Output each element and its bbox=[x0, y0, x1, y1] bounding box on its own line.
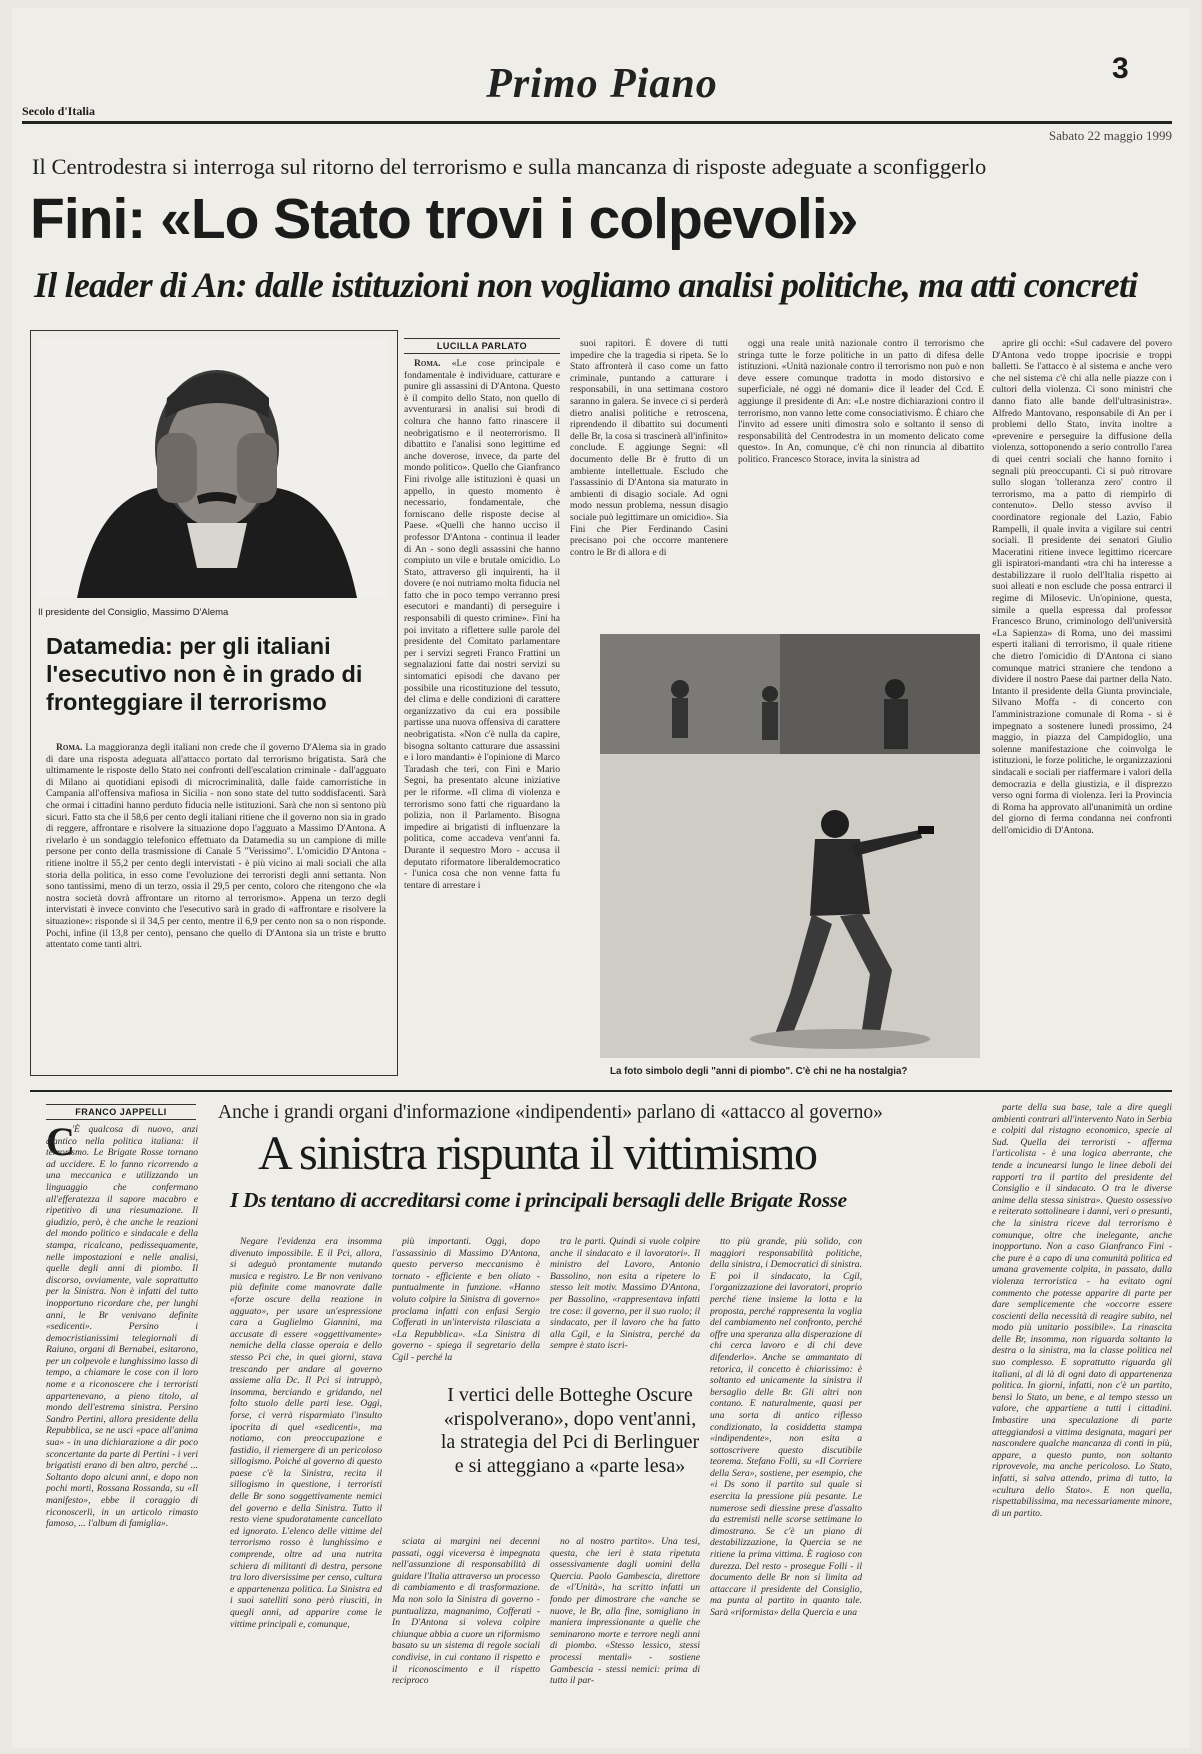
newspaper-page bbox=[12, 8, 1190, 1748]
main-column-3-text: oggi una reale unità nazionale contro il terrorismo che stringa tutte le forze politiche in un patto di difesa delle istituzioni. «Unità nazionale contro il terrorismo non può e non deve essere comunque tradotta in modo distorsivo e superficiale, né oggi né domani» dice il leader del Ccd. E aggiunge il presidente di An: «Le nostre dichiarazioni contro il terrorismo, non vanno lette come consociativismo. È chiaro che l'invito ad essere uniti dimostra solo e soltanto il senso di responsabilità del Centrodestra in un momento delicato come questo». In An, comunque, c'è chi non rinuncia al dibattito politico. Francesco Storace, invita la sinistra ad bbox=[738, 338, 984, 465]
dalema-portrait bbox=[37, 338, 389, 598]
second-column-5 bbox=[992, 1102, 1172, 1744]
main-column-4-text: aprire gli occhi: «Sul cadavere del povero D'Antona vedo troppe ipocrisie e troppi balletti. Se l'attacco è al sistema e anche vero che nel sistema c'è chi alla nelle piazze con i cultori della violenza. Ci sono ministri che danno fiato alle bande dell'ultrasinistra». Alfredo Mantovano, responsabile di An per i problemi dello Stato, invita inoltre a «prevenire e perseguire la diffusione della violenza, sottoponendo a serio controllo l'area di quei centri sociali che hanno fornito i segnali più preoccupanti. Ci si può ritrovare sullo slogan 'tolleranza zero' contro il terrorismo, ma a patto di riempirlo di contenuto». Dello stesso avviso il coordinatore regionale del Lazio, Fabio Rampelli, il quale invita a vigilare sui centri sociali. Il presidente dei senatori Giulio Maceratini ritiene invece legittimo ricercare gli ispiratori-mandanti «tra chi ha interesse a destabilizzare il ruolo dell'Italia rispetto ai suoi alleati e non esclude che possa entrarci il regime di Milosevic. Un'opinione, questa, simile a quella espressa dal professor Francesco Bruno, criminologo dell'università «La Sapienza» di Roma, uno dei massimi esperti italiani di terrorismo, il quale ritiene che dietro l'omicidio di D'Antona ci siano comunque matrici straniere che tendono a dividere il nostro Paese dai partner della Nato. Intanto il presidente della Giunta provinciale, Silvano Moffa - di concerto con l'amministrazione comunale di Roma - si è impegnato a sostenere lunedì prossimo, 24 maggio, in piazza del Campidoglio, una solenne manifestazione che coinvolga le istituzioni, le forze politiche, le organizzazioni sindacali e sociali per riaffermare i valori della democrazia e della giustizia, e il disprezzo verso ogni forma di violenza. Ieri la Provincia di Roma ha approvato all'unanimità un ordine del giorno di ferma condanna nei confronti dell'omicidio di D'Antona. bbox=[992, 338, 1172, 836]
second-lower-column-1 bbox=[392, 1536, 540, 1744]
second-lower-column-2 bbox=[550, 1536, 700, 1744]
photo-caption-piombo: La foto simbolo degli "anni di piombo". C'è chi ne ha nostalgia? bbox=[610, 1066, 908, 1077]
second-subheadline: I Ds tentano di accreditarsi come i principali bersagli delle Brigate Rosse bbox=[230, 1188, 847, 1212]
sidebar-body-text: La maggioranza degli italiani non crede che il governo D'Alema sia in grado di dare una risposta adeguata all'attacco portato dal terrorismo brigatista. Sarà che ultimamente le risposte dello Stato nei confronti dell'escalation criminale - dall'agguato di Milano ai quotidiani episodi di microcriminalità, dalle faide camorristiche in Campania all'offensiva mafiosa in Sicilia - non sono state del tutto soddisfacenti. Sarà che ormai i cittadini hanno perduto fiducia nelle istituzioni. Sarà che non si sentono più sicuri. Fatto sta che il 58,6 per cento degli italiani ritiene che il governo non sia in grado di reggere, affrontare e risolvere la situazione dopo l'agguato a Massimo D'Antona. A rivelarlo è un sondaggio telefonico effettuato da Datamedia su un campione di mille persone per conto della trasmissione di Canale 5 "Verissimo". L'omicidio D'Antona - ritiene inoltre il 55,2 per cento degli intervistati - è più vicino ai mali sociali che alla storia della politica, in esso come l'evoluzione dei terroristi degli anni settanta. Non sono tantissimi, meno di un terzo, ossia il 29,5 per cento, coloro che ritengono che «la nostra società dovrà affrontare un ritorno al terrorismo». Appena un terzo degli intervistati è invece convinto che l'esecutivo sarà in grado di «affrontare e risolvere la situazione»: risponde sì il 34,5 per cento, mentre il 6,9 per cento non sa o non risponde. Pochi, infine (il 13,8 per cento), pensano che quello di D'Antona sia un triste e brutto attentato come tanti altri. bbox=[46, 742, 386, 951]
second-column-3-text: tra le parti. Quindi si vuole colpire anche il sindacato e il lavoratori». Il ministro del Lavoro, Antonio Bassolino, non esita a ripetere lo stesso leit motiv. Massimo D'Antona, per Bassolino, «rappresentava infatti tre cose: il governo, per il suo ruolo; il sindacato, per il lavoro che ha fatto alla Cgil, e la Sinistra, perché da sempre è stato iscri- bbox=[550, 1236, 700, 1352]
issue-date: Sabato 22 maggio 1999 bbox=[1048, 128, 1172, 143]
second-column-4-text: tto più grande, più solido, con maggiori responsabilità politiche, della sinistra, i Democratici di sinistra. E poi il sindacato, la Cgil, l'organizzazione dei lavoratori, proprio perché tiene insieme la lotta e la proposta, perché rappresenta la voglia del cambiamento nel confronto, perché offre una speranza alla disperazione di chi cerca lavoro e di chi deve difenderlo». Anche se ammantato di retorica, il concetto è chiarissimo: è soltanto ed unicamente la sinistra il bersaglio delle Br. Gli altri non contano. E naturalmente, quasi per una sorta di antico riflesso condizionato, la cosiddetta stampa «indipendente», non esita a sottoscrivere questo discutibile teorema. Stefano Folli, su «Il Corriere della Sera», sostiene, per esempio, che «i Ds sono il partito sul quale si esercita la pressione più pesante. Le numerose sedi diessine prese d'assalto da estremisti nelle scorse settimane lo dimostrano. Se c'è un piano di destabilizzazione, la Quercia se ne ritiene la prima vittima. È ragioso con durezza. Del resto - prosegue Folli - il documento delle Br non si limita ad attaccare il presidente del Consiglio, ma punta al partito in quanto tale. Sarà «riformista» della Quercia e una bbox=[710, 1236, 862, 1618]
second-column-2-text: più importanti. Oggi, dopo l'assassinio di Massimo D'Antona, questo perverso meccanismo è tornato - efficiente e ben oliato - puntualmente in funzione. «Hanno voluto colpire la Sinistra di governo» proclama infatti con enfasi Sergio Cofferati in un'intervista rilasciata a «La Repubblica». «La Sinistra di governo - spiega il segretario della Cgil - perché la bbox=[392, 1236, 540, 1363]
second-lower-column-2-text: no al nostro partito». Una tesi, questa, che ieri è stata ripetuta ossessivamente dagli uomini della Quercia. Paolo Gambescia, direttore de «l'Unità», ha scritto infatti un fondo per dimostrare che «anche se nuove, le Br, alla fine, somigliano in maniera impressionante a quelle che seminarono morte e terrore negli anni di piombo. «Stesso lessico, stessi processi mentali» - sostiene Gambescia - stessi nemici: prima di tutto il par- bbox=[550, 1536, 700, 1687]
second-headline: A sinistra rispunta il vittimismo bbox=[258, 1127, 817, 1180]
main-column-4 bbox=[992, 338, 1172, 1084]
anni-di-piombo-photo bbox=[600, 634, 980, 1058]
masthead-rule bbox=[22, 121, 1172, 124]
pullquote: I vertici delle Botteghe Oscure «rispolverano», dopo vent'anni, la strategia del Pci di Berlinguer e si atteggiano a «parte lesa» bbox=[440, 1384, 700, 1477]
main-subheadline: Il leader di An: dalle istituzioni non vogliamo analisi politiche, ma atti concreti bbox=[34, 265, 1138, 305]
main-column-1 bbox=[404, 358, 560, 1072]
main-overline: Il Centrodestra si interroga sul ritorno del terrorismo e sulla mancanza di risposte adeguate a sconfiggerlo bbox=[32, 154, 987, 179]
second-overline: Anche i grandi organi d'informazione «indipendenti» parlano di «attacco al governo» bbox=[218, 1102, 883, 1123]
paper-name: Secolo d'Italia bbox=[22, 104, 96, 118]
gunman-photo bbox=[600, 634, 980, 1058]
second-byline: FRANCO JAPPELLI bbox=[46, 1104, 196, 1120]
second-column-3 bbox=[550, 1236, 700, 1376]
drop-cap: C bbox=[46, 1119, 75, 1164]
dalema-photo bbox=[37, 338, 389, 598]
main-dateline: Roma. bbox=[414, 358, 441, 369]
sidebar-dateline: Roma. bbox=[56, 742, 83, 753]
main-column-2 bbox=[570, 338, 728, 602]
page-number: 3 bbox=[1112, 52, 1129, 85]
main-column-3 bbox=[738, 338, 984, 602]
sidebar-body bbox=[46, 742, 386, 1068]
second-lead-text: 'È qualcosa di nuovo, anzi d'antico nella politica italiana: il terrorismo. Le Brigate Rosse tornano ad uccidere. E lo fanno ricorrendo a una meccanica e utilizzando un linguaggio che confermano all'efferatezza il sapore macabro e ripetitivo di una riesumazione. Il giudizio, però, è che anche le reazioni del mondo politico e sindacale e della stampa, ricalcano, pedissequamente, nelle impostazioni e nelle analisi, quelle degli anni di piombo. Il discorso, ovviamente, vale soprattutto per la Sinistra. Non è infatti del tutto inopportuno ricordare che, per lunghi anni, le Br venivano definite «sedicenti». Persino i democristianissimi telegiornali di Raiuno, organi di Bernabei, esitarono, per un colpevole e lunghissimo lasso di tempo, a chiamare le cose con il loro nome e a riconoscere che i terroristi appartenevano, a pieno titolo, al mondo dell'estrema sinistra. Persino Sandro Pertini, allora presidente della Repubblica, se ne uscì «pace all'anima sua» - in una dichiarazione a dir poco sconcertante da parte di Pertini - i veri brigatisti erano di ben altro, perché ... Soltanto dopo alcuni anni, e dopo non pochi morti, Rossana Rossanda, su «Il manifesto», ebbe il coraggio di riconoscerli, in un articolo rimasto famoso, ... l'album di famiglia». bbox=[46, 1124, 198, 1530]
section-divider bbox=[30, 1090, 1172, 1092]
second-lead-column bbox=[46, 1119, 198, 1744]
second-lower-column-1-text: sciata ai margini nei decenni passati, oggi viceversa è impegnata nell'assunzione di responsabilità di guidare l'Italia attraverso un processo di cambiamento e di trasformazione. Ma non solo la Sinistra di governo - puntualizza, magnanimo, Cofferati - In D'Antona si voleva colpire chiunque abbia a cuore un riformismo basato su un sistema di regole sociali condivise, in cui contano il rispetto e il riconoscimento e il rispetto reciproco bbox=[392, 1536, 540, 1687]
main-headline: Fini: «Lo Stato trovi i colpevoli» bbox=[30, 187, 858, 251]
second-column-5-text: parte della sua base, tale a dire quegli ambienti contrari all'intervento Nato in Serbia e colpiti dal ristagno economico, specie al Sud. Quella dei terroristi - afferma l'articolista - è una logica aberrante, che tende a incunearsi lungo le linee deboli dei rapporti tra il partito del presidente del Consiglio e il sindacato. O tra le diverse anime della stessa sinistra». Questo ossessivo e reiterato sottolineare i danni, veri o presunti, che la sinistra riceve dal terrorismo è comunque, oltre che inelegante, anche inopportuno. Non a caso Gianfranco Fini - che pure è a capo di una comunità politica ed umana gravemente colpita, in passato, dalla violenza terroristica - ha evitato ogni commento che potesse apparire di parte per dare semplicemente che «occorre essere coscienti della necessità di reagire subito, nel modo più unitario possibile». La rinascita delle Br, insomma, non riguarda soltanto la destra o la sinistra, ma la classe politica nel suo complesso. E soprattutto riguarda gli italiani, al di là di ogni dato di appartenenza politica. In giorni, infatti, non c'è un partito, bensì lo Stato, un bene, e al tempo stesso un valore, che appartiene a tutti i cittadini. Imbastire una speculazione di parte atteggiandosi a vittima designata, magari per nascondere qualche mancanza di conti in più, appare, a questo punto, non soltanto riprovevole, ma anche pericoloso. Lo Stato, infatti, si salva attendo, prima di tutto, la «cultura dello Stato». E non quella, rispettabilissima, ma necessariamente minore, di un partito. bbox=[992, 1102, 1172, 1519]
main-column-2-text: suoi rapitori. È dovere di tutti impedire che la tragedia si ripeta. Se lo Stato affronterà il caso come un fatto criminale, puntando a catturare i responsabili, in una settimana costoro saranno in galera. Se invece ci si perderà dietro analisi politiche e retroscena, riprendendo il dibattito sui documenti delle Br, la cosa si trascinerà all'infinito» conclude. E aggiunge Segni: «Il documento delle Br è frutto di un ambiente intellettuale. Escludo che l'assassinio di D'Antona sia maturato in ambienti di disagio sociale. Ad ogni modo nessun problema, nessun disagio sociale può legittimare un omicidio». Sia Fini che Pier Ferdinando Casini precisano poi che occorre mantenere contro le Br di allora e di bbox=[570, 338, 728, 558]
second-column-4 bbox=[710, 1236, 862, 1744]
main-byline: LUCILLA PARLATO bbox=[404, 338, 560, 354]
second-column-1 bbox=[230, 1236, 382, 1744]
dalema-photo-caption: Il presidente del Consiglio, Massimo D'Alema bbox=[38, 607, 229, 618]
second-column-2 bbox=[392, 1236, 540, 1376]
second-column-1-text: Negare l'evidenza era insomma divenuto impossibile. E il Pci, allora, si adeguò prontamente mutando musica e registro. Le Br non venivano più definite come manovrate dalle «forze oscure della reazione in agguato», per usare un'espressione cara a Guglielmo Giannini, ma accusate di essere «oggettivamente» nemiche della classe operaia e dello stesso Pci che, in quei giorni, stava trescando per andare al governo assieme alla Dc. Il Pci si intruppò, insomma, berciando e gridando, nel folto stuolo delle parti lese. Oggi, forse, ci verrà risparmiato l'insulto ipocrita di quel «sedicenti», ma notiamo, con preoccupazione e fastidio, il riemergere di un pericoloso sillogismo. Poiché al governo di questo paese c'è la Sinistra, recita il sillogismo in questione, i terroristi delle Br sono soggettivamente nemici del governo e della Sinistra. Tutto il resto viene spudoratamente cancellato ed ignorato. L'elenco delle vittime del terrorismo rosso è lunghissimo e comprende, oltre ad una nutrita schiera di militanti di destra, persone tra loro diversissime per censo, cultura e appartenenza politica. La Sinistra ed i suoi satelliti sono però riusciti, in quegli anni, ad apparire come le vittime principali e, comunque, bbox=[230, 1236, 382, 1630]
section-title: Primo Piano bbox=[486, 61, 718, 107]
sidebar-headline: Datamedia: per gli italiani l'esecutivo non è in grado di fronteggiare il terrorismo bbox=[46, 633, 363, 715]
main-column-1-text: «Le cose principale e fondamentale è individuare, catturare e punire gli assassini di D'Antona. Questo è il compito dello Stato, non quello di avventurarsi in analisi sui brodi di coltura che hanno fatto rinascere il neobrigatismo e il neoterrorismo. Il dibattito e l'analisi sono legittime ed anche doverose, invece, da parte del mondo politico». Quello che Gianfranco Fini rivolge alle istituzioni è quasi un appello, in questo momento è necessario, fondamentale, che forniscano delle risposte decise al Paese. «Quelli che hanno ucciso il professor D'Antona - continua il leader di An - sono degli assassini che hanno compiuto un vile e brutale omicidio. Lo Stato, attraverso gli inquirenti, ha il dovere (e noi nutriamo molta fiducia nel fatto che in poco tempo verranno presi esecutori e mandanti) di perseguire i responsabili di questo crimine». Fini ha poi invitato a riflettere sulle parole del presidente del Comitato parlamentare per i servizi segreti Franco Frattini un segnalazioni fatte dai nostri servizi su sintomatici episodi che davano per possibile una ricostituzione del tessuto, del clima e delle condizioni di carattere organizzativo da cui era possibile partisse una nuova offensiva di carattere neobrigatista. «Non c'è nulla da capire, bisogna soltanto catturare due assassini e i loro mandanti» è l'opinione di Marco Taradash che teri, con Fini e Mario Segni, ha presentato alcune iniziative per le riforme. «Il clima di violenza e terrorismo sono fatti che riguardano la polizia, non il Parlamento. Bisogna impedire ai brigatisti di influenzare la politica, come accadeva vent'anni fa. Durante il sequestro Moro - accusa il deputato riformatore liberaldemocratico - l'unica cosa che non venne fatta fu tentare di arrestare i bbox=[404, 358, 560, 891]
